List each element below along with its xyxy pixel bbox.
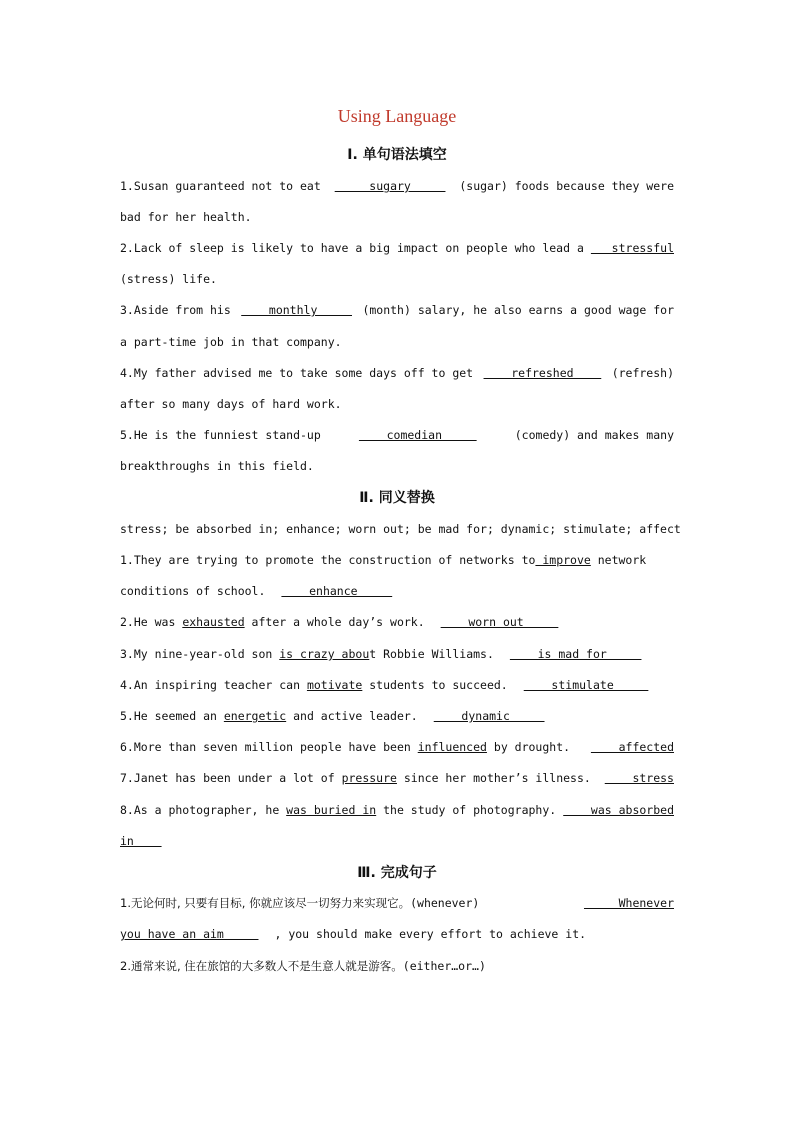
underlined-term: energetic bbox=[223, 709, 287, 723]
answer-blank: stressful bbox=[590, 241, 674, 255]
exercise-2-1-line2: conditions of school. enhance bbox=[120, 581, 674, 601]
exercise-1-1-line2: bad for her health. bbox=[120, 210, 252, 224]
answer-blank: is mad for bbox=[509, 647, 642, 661]
exercise-1-5-line1: 5.He is the funniest stand-up comedian (comedy) and makes many bbox=[120, 425, 674, 445]
answer-blank: enhance bbox=[281, 584, 393, 598]
exercise-3-2: 2.通常来说, 住在旅馆的大多数人不是生意人就是游客。 (either…or…) bbox=[120, 959, 486, 973]
page-title: Using Language bbox=[337, 106, 457, 126]
underlined-term: influenced bbox=[417, 740, 487, 754]
section-3-heading: Ⅲ. 完成句子 bbox=[357, 865, 437, 881]
exercise-2-1-line1: 1.They are trying to promote the construction of networks to improve network bbox=[120, 550, 674, 570]
underlined-term: motivate bbox=[306, 678, 363, 692]
answer-blank: sugary bbox=[334, 179, 446, 193]
exercise-1-2-line2: (stress) life. bbox=[120, 272, 217, 286]
exercise-2-3: 3.My nine-year-old son is crazy abou t Robbie Williams. is mad for bbox=[120, 644, 674, 664]
exercise-2-4: 4.An inspiring teacher can motivate students to succeed. stimulate bbox=[120, 675, 674, 695]
answer-blank: affected bbox=[590, 740, 674, 754]
exercise-1-5-line2: breakthroughs in this field. bbox=[120, 459, 314, 473]
answer-blank-continued: you have an aim bbox=[120, 927, 259, 941]
answer-blank: comedian bbox=[358, 428, 477, 442]
underlined-term: exhausted bbox=[182, 615, 245, 629]
exercise-2-7: 7.Janet has been under a lot of pressure since her mother’s illness. stress bbox=[120, 768, 674, 788]
answer-blank: stimulate bbox=[523, 678, 649, 692]
exercise-1-4-line2: after so many days of hard work. bbox=[120, 397, 342, 411]
answer-blank: stress bbox=[604, 771, 674, 785]
answer-blank: monthly bbox=[241, 303, 352, 317]
section-1-heading: Ⅰ. 单句语法填空 bbox=[347, 147, 447, 163]
exercise-2-8-line2 bbox=[120, 831, 674, 851]
exercise-2-2: 2.He was exhausted after a whole day’s work. worn out bbox=[120, 612, 674, 632]
exercise-1-4-line1: 4.My father advised me to take some days off to get refreshed (refresh) bbox=[120, 363, 674, 383]
answer-blank: refreshed bbox=[483, 366, 602, 380]
exercise-2-8-line1: 8.As a photographer, he was buried in the study of photography. was absorbed bbox=[120, 800, 674, 820]
section-2-heading: Ⅱ. 同义替换 bbox=[359, 490, 435, 506]
exercise-3-1-line2: you have an aim , you should make every effort to achieve it. bbox=[120, 924, 674, 944]
answer-blank: was absorbed bbox=[563, 803, 674, 817]
exercise-1-3-line2: a part-time job in that company. bbox=[120, 335, 342, 349]
underlined-term: is crazy abou bbox=[279, 647, 370, 661]
underlined-term: improve bbox=[535, 553, 591, 567]
exercise-2-6: 6.More than seven million people have been influenced by drought. affected bbox=[120, 737, 674, 757]
exercise-3-1-line1: 1.无论何时, 只要有目标, 你就应该尽一切努力来实现它。(whenever) Whenever bbox=[120, 893, 674, 913]
exercise-1-2-line1: 2.Lack of sleep is likely to have a big impact on people who lead a stressful bbox=[120, 238, 674, 258]
answer-blank-continued: in bbox=[120, 834, 162, 848]
underlined-term: was buried in bbox=[286, 803, 377, 817]
answer-blank: dynamic bbox=[433, 709, 545, 723]
answer-blank: worn out bbox=[440, 615, 559, 629]
underlined-term: pressure bbox=[341, 771, 397, 785]
word-bank: stress; be absorbed in; enhance; worn out; be mad for; dynamic; stimulate; affect bbox=[120, 522, 681, 536]
exercise-1-3-line1: 3.Aside from his monthly (month) salary, he also earns a good wage for bbox=[120, 300, 674, 320]
exercise-1-1-line1: 1.Susan guaranteed not to eat sugary (sugar) foods because they were bbox=[120, 176, 674, 196]
exercise-2-5: 5.He seemed an energetic and active leader. dynamic bbox=[120, 706, 674, 726]
answer-blank: Whenever bbox=[583, 896, 674, 910]
